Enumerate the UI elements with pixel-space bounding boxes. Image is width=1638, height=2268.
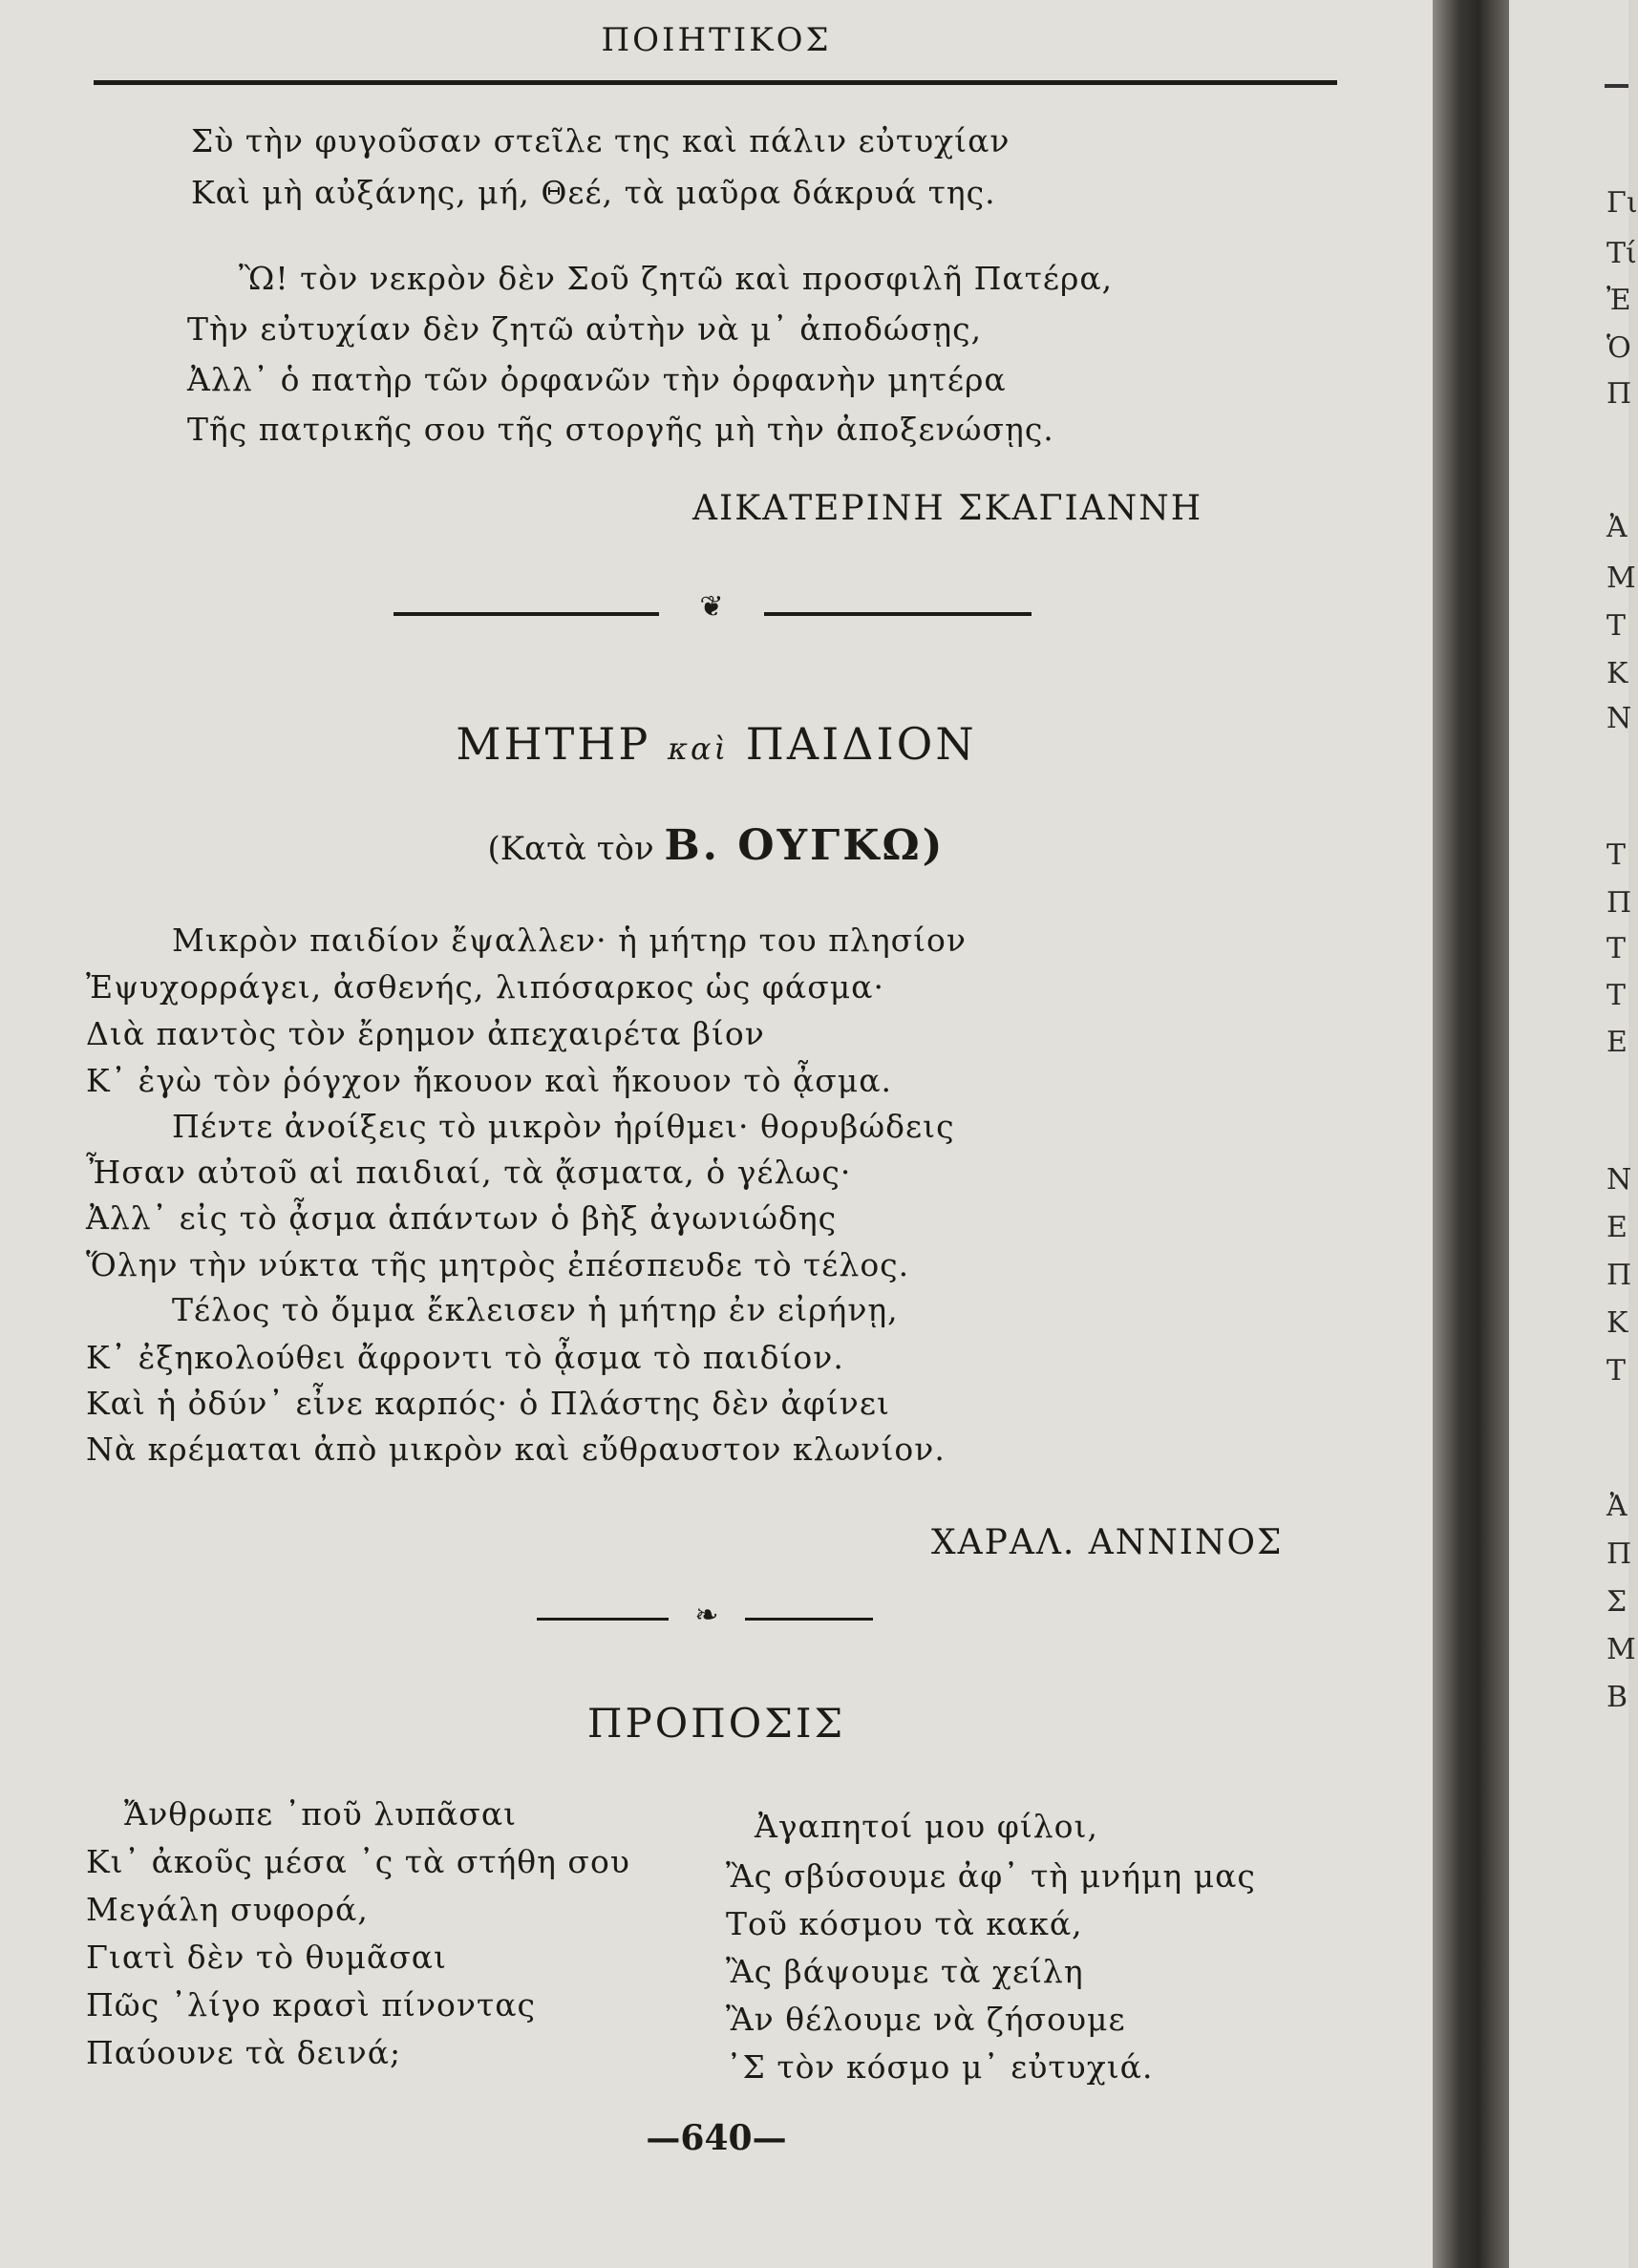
next-page-letter: Ε — [1606, 1026, 1627, 1059]
poem1-stanza2-line-3: Ἀλλ᾿ ὁ πατὴρ τῶν ὀρφανῶν τὴν ὀρφανὴν μητέρα — [187, 361, 1007, 398]
header-rule — [94, 80, 1337, 85]
poem3-left-line-1: Ἄνθρωπε ᾿ποῦ λυπᾶσαι — [124, 1795, 518, 1833]
poem2-title-end: ΠΑΙΔΙΟΝ — [745, 718, 977, 770]
poem3-right-line-2: Ἂς σβύσουμε ἀφ᾿ τὴ μνήμη μας — [726, 1857, 1256, 1895]
poem3-left-line-2: Κι᾿ ἀκοῦς μέσα ᾿ς τὰ στήθη σου — [86, 1843, 630, 1880]
poem2-title — [0, 718, 1433, 770]
poem3-title: ΠΡΟΠΟΣΙΣ — [586, 1700, 846, 1747]
next-page-letter: Ἐ — [1606, 284, 1631, 317]
next-page-letter: Σ — [1606, 1585, 1627, 1619]
next-page-letter: Τ — [1606, 979, 1627, 1012]
next-page-letter: Ἀ — [1606, 511, 1627, 544]
poem3-left-line-5: Πῶς ᾿λίγο κρασὶ πίνοντας — [86, 1986, 536, 2024]
next-page-letter: Π — [1606, 886, 1632, 920]
next-page-letter: Τί — [1606, 237, 1637, 270]
poem2-line-10: Κ᾿ ἐξηκολούθει ἄφροντι τὸ ᾆσμα τὸ παιδίον. — [86, 1339, 844, 1376]
page-number: —640— — [646, 2118, 787, 2158]
next-page-letter: Τ — [1606, 838, 1627, 872]
poem1-stanza2-line-2: Τὴν εὐτυχίαν δὲν ζητῶ αὐτὴν νὰ μ᾿ ἀποδώσῃς, — [187, 310, 983, 348]
poem3-right-line-5: Ἂν θέλουμε νὰ ζήσουμε — [726, 2001, 1126, 2038]
next-page-letter: Γι — [1606, 186, 1638, 220]
poem2-line-8: Ὅλην τὴν νύκτα τῆς μητρὸς ἐπέσπευδε τὸ τέλος. — [86, 1246, 910, 1283]
poem2-line-6: Ἦσαν αὐτοῦ αἱ παιδιαί, τὰ ᾄσματα, ὁ γέλως· — [86, 1154, 852, 1191]
next-page-letter: Π — [1606, 377, 1632, 411]
ornament-center-2: ❧ — [669, 1599, 745, 1632]
poem2-line-5: Πέντε ἀνοίξεις τὸ μικρὸν ἠρίθμει· θορυβώδεις — [172, 1108, 955, 1145]
running-head: ΠΟΙΗΤΙΚΟΣ — [601, 21, 832, 59]
next-page-letter: Ν — [1606, 1163, 1632, 1197]
next-page-letter: Μ — [1606, 562, 1636, 595]
poem2-subtitle — [0, 821, 1433, 870]
poem3-left-line-4: Γιατὶ δὲν τὸ θυμᾶσαι — [86, 1939, 447, 1976]
poem3-left-line-6: Παύουνε τὰ δεινά; — [86, 2034, 402, 2071]
book-gutter — [1433, 0, 1509, 2268]
poem1-stanza1-line-1: Σὺ τὴν φυγοῦσαν στεῖλε της καὶ πάλιν εὐτυχίαν — [191, 122, 1010, 159]
poem2-line-1: Μικρὸν παιδίον ἔψαλλεν· ἡ μήτηρ του πλησίον — [172, 922, 967, 959]
next-page-letter: Π — [1606, 1259, 1632, 1292]
poem2-line-7: Ἀλλ᾿ εἰς τὸ ᾆσμα ἁπάντων ὁ βὴξ ἀγωνιώδης — [86, 1199, 838, 1237]
next-page-letter: Κ — [1606, 1306, 1628, 1340]
poem3-right-line-3: Τοῦ κόσμου τὰ κακά, — [726, 1905, 1083, 1942]
next-page-letter: Ἀ — [1606, 1490, 1627, 1523]
poem2-line-3: Διὰ παντὸς τὸν ἔρημον ἀπεχαιρέτα βίον — [86, 1015, 765, 1052]
poem1-stanza1-line-2: Καὶ μὴ αὐξάνης, μή, Θεέ, τὰ μαῦρα δάκρυά της. — [191, 174, 996, 211]
next-page-letter: Ὁ — [1606, 331, 1631, 365]
next-page-letter: Ν — [1606, 702, 1632, 735]
next-page-rule — [1605, 84, 1628, 88]
poem2-line-4: Κ᾿ ἐγὼ τὸν ῥόγχον ἤκουον καὶ ἤκουον τὸ ᾆσμα. — [86, 1062, 893, 1099]
next-page-letter: Π — [1606, 1537, 1632, 1571]
next-page-letter: Β — [1606, 1681, 1628, 1714]
next-page-letter: Κ — [1606, 657, 1628, 690]
ornament-center-1: ❦ — [659, 590, 764, 624]
next-page-letter: Τ — [1606, 932, 1627, 965]
poem2-line-11: Καὶ ἡ ὀδύν᾿ εἶνε καρπός· ὁ Πλάστης δὲν ἀφίνει — [86, 1385, 890, 1422]
poem2-subtitle-pre: (Κατὰ τὸν — [487, 830, 654, 868]
poem2-line-12: Νὰ κρέμαται ἀπὸ μικρὸν καὶ εὔθραυστον κλωνίον. — [86, 1431, 946, 1468]
poem2-subtitle-name: Β. ΟΥΓΚΩ) — [664, 821, 946, 870]
poem3-right-line-4: Ἂς βάψουμε τὰ χείλη — [726, 1953, 1084, 1990]
poem3-right-line-1: Ἀγαπητοί μου φίλοι, — [755, 1808, 1098, 1845]
poem1-author: ΑΙΚΑΤΕΡΙΝΗ ΣΚΑΓΙΑΝΝΗ — [692, 489, 1203, 528]
next-page-letter: Ε — [1606, 1211, 1627, 1244]
next-page-letter: Τ — [1606, 609, 1627, 643]
poem2-line-2: Ἐψυχορράγει, ἀσθενής, λιπόσαρκος ὡς φάσμα· — [86, 968, 884, 1006]
poem1-stanza2-line-1: Ὢ! τὸν νεκρὸν δὲν Σοῦ ζητῶ καὶ προσφιλῆ Πατέρα, — [239, 260, 1114, 297]
poem2-title-main: ΜΗΤΗΡ — [456, 718, 651, 770]
poem2-title-conj: καὶ — [667, 731, 730, 767]
poem2-author: ΧΑΡΑΛ. ΑΝΝΙΝΟΣ — [931, 1523, 1284, 1562]
next-page-letter: Μ — [1606, 1633, 1636, 1666]
poem3-right-line-6: ᾿Σ τὸν κόσμο μ᾿ εὐτυχιά. — [726, 2048, 1154, 2086]
next-page-letter: Τ — [1606, 1354, 1627, 1388]
poem1-stanza2-line-4: Τῆς πατρικῆς σου τῆς στοργῆς μὴ τὴν ἀποξενώσῃς. — [187, 411, 1054, 448]
poem3-left-line-3: Μεγάλη συφορά, — [86, 1891, 369, 1928]
poem2-line-9: Τέλος τὸ ὄμμα ἔκλεισεν ἡ μήτηρ ἐν εἰρήνῃ, — [172, 1291, 899, 1328]
